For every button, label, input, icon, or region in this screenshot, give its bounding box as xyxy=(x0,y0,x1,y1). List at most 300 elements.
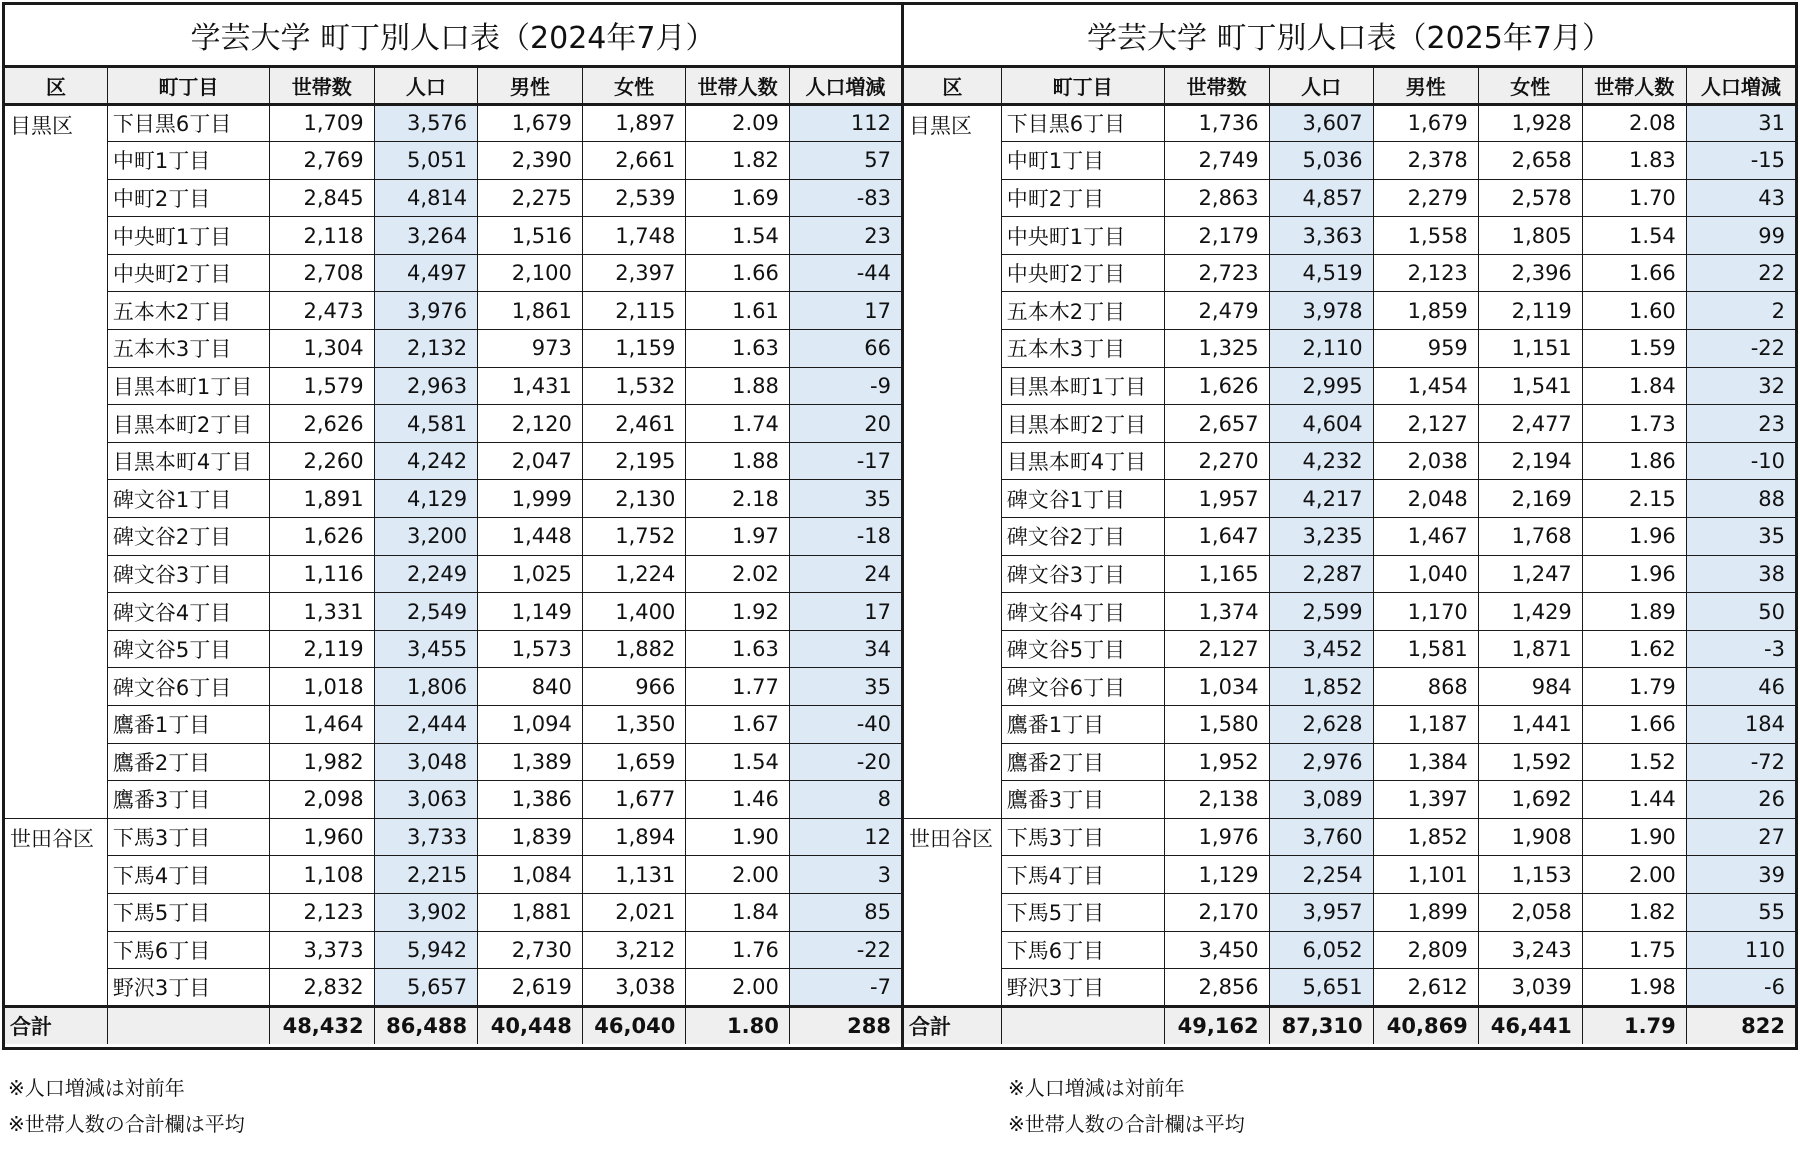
table-row xyxy=(5,931,901,969)
population-cell: 4,497 xyxy=(374,254,478,292)
population-change-cell: 50 xyxy=(1686,593,1795,631)
population-change-cell: 35 xyxy=(789,668,901,706)
female-cell: 1,153 xyxy=(1478,856,1582,894)
total-blank-cell xyxy=(107,1006,269,1044)
population-change-cell: 46 xyxy=(1686,668,1795,706)
population-change-cell: 17 xyxy=(789,593,901,631)
total-blank-cell xyxy=(1001,1006,1164,1044)
female-cell: 2,115 xyxy=(582,292,686,330)
household-size-cell: 1.96 xyxy=(1582,555,1686,593)
household-size-cell: 2.18 xyxy=(686,480,790,518)
households-cell: 1,709 xyxy=(269,104,374,142)
male-cell: 1,881 xyxy=(478,893,583,931)
table-row xyxy=(904,743,1795,781)
town-cell: 目黒本町2丁目 xyxy=(1001,405,1164,443)
total-female-cell: 46,040 xyxy=(582,1006,686,1044)
households-cell: 1,165 xyxy=(1164,555,1269,593)
female-cell: 1,532 xyxy=(582,367,686,405)
table-row xyxy=(5,856,901,894)
male-cell: 2,809 xyxy=(1373,931,1478,969)
population-cell: 3,976 xyxy=(374,292,478,330)
population-change-cell: -6 xyxy=(1686,969,1795,1007)
male-cell: 2,612 xyxy=(1373,969,1478,1007)
household-size-cell: 1.75 xyxy=(1582,931,1686,969)
population-change-cell: 22 xyxy=(1686,254,1795,292)
table-row xyxy=(5,292,901,330)
column-header: 人口増減 xyxy=(789,66,901,104)
town-cell: 鷹番2丁目 xyxy=(107,743,269,781)
town-cell: 中町1丁目 xyxy=(1001,142,1164,180)
female-cell: 2,397 xyxy=(582,254,686,292)
total-population-change-cell: 288 xyxy=(789,1006,901,1044)
household-size-cell: 1.76 xyxy=(686,931,790,969)
households-cell: 2,863 xyxy=(1164,179,1269,217)
column-header: 世帯数 xyxy=(269,66,374,104)
column-header: 町丁目 xyxy=(107,66,269,104)
male-cell: 1,861 xyxy=(478,292,583,330)
male-cell: 868 xyxy=(1373,668,1478,706)
table-row xyxy=(5,706,901,744)
population-change-cell: 26 xyxy=(1686,781,1795,819)
households-cell: 2,657 xyxy=(1164,405,1269,443)
households-cell: 2,118 xyxy=(269,217,374,255)
households-cell: 2,270 xyxy=(1164,442,1269,480)
town-cell: 中央町1丁目 xyxy=(107,217,269,255)
female-cell: 2,461 xyxy=(582,405,686,443)
household-size-cell: 1.92 xyxy=(686,593,790,631)
households-cell: 2,832 xyxy=(269,969,374,1007)
total-label: 合計 xyxy=(904,1006,1001,1044)
male-cell: 959 xyxy=(1373,330,1478,368)
table-row xyxy=(904,593,1795,631)
households-cell: 1,626 xyxy=(1164,367,1269,405)
household-size-cell: 1.79 xyxy=(1582,668,1686,706)
household-size-cell: 1.54 xyxy=(1582,217,1686,255)
female-cell: 1,151 xyxy=(1478,330,1582,368)
population-cell: 2,995 xyxy=(1269,367,1373,405)
household-size-cell: 1.77 xyxy=(686,668,790,706)
population-change-cell: -17 xyxy=(789,442,901,480)
population-cell: 4,217 xyxy=(1269,480,1373,518)
household-size-cell: 2.00 xyxy=(1582,856,1686,894)
town-cell: 下馬5丁目 xyxy=(1001,893,1164,931)
female-cell: 1,871 xyxy=(1478,630,1582,668)
male-cell: 2,048 xyxy=(1373,480,1478,518)
town-cell: 碑文谷4丁目 xyxy=(107,593,269,631)
town-cell: 中町1丁目 xyxy=(107,142,269,180)
population-cell: 3,363 xyxy=(1269,217,1373,255)
population-cell: 3,957 xyxy=(1269,893,1373,931)
population-table-2024-panel xyxy=(2,2,904,1050)
population-change-cell: 23 xyxy=(789,217,901,255)
male-cell: 1,679 xyxy=(478,104,583,142)
household-size-cell: 1.69 xyxy=(686,179,790,217)
female-cell: 1,752 xyxy=(582,518,686,556)
household-size-cell: 1.88 xyxy=(686,442,790,480)
female-cell: 2,058 xyxy=(1478,893,1582,931)
population-cell: 3,235 xyxy=(1269,518,1373,556)
population-change-cell: -44 xyxy=(789,254,901,292)
population-change-cell: -40 xyxy=(789,706,901,744)
male-cell: 2,730 xyxy=(478,931,583,969)
male-cell: 1,467 xyxy=(1373,518,1478,556)
population-change-cell: -22 xyxy=(789,931,901,969)
household-size-cell: 1.54 xyxy=(686,743,790,781)
households-cell: 1,331 xyxy=(269,593,374,631)
population-change-cell: 66 xyxy=(789,330,901,368)
female-cell: 1,400 xyxy=(582,593,686,631)
household-size-cell: 1.97 xyxy=(686,518,790,556)
female-cell: 2,021 xyxy=(582,893,686,931)
male-cell: 2,279 xyxy=(1373,179,1478,217)
female-cell: 1,429 xyxy=(1478,593,1582,631)
households-cell: 1,891 xyxy=(269,480,374,518)
column-header: 男性 xyxy=(1373,66,1478,104)
town-cell: 下馬3丁目 xyxy=(107,818,269,856)
population-cell: 3,089 xyxy=(1269,781,1373,819)
household-size-cell: 2.02 xyxy=(686,555,790,593)
table-row xyxy=(5,330,901,368)
household-size-cell: 1.66 xyxy=(1582,706,1686,744)
population-cell: 2,628 xyxy=(1269,706,1373,744)
column-header: 女性 xyxy=(1478,66,1582,104)
male-cell: 2,047 xyxy=(478,442,583,480)
table-row xyxy=(5,668,901,706)
household-size-cell: 1.83 xyxy=(1582,142,1686,180)
population-change-cell: 8 xyxy=(789,781,901,819)
female-cell: 1,441 xyxy=(1478,706,1582,744)
male-cell: 1,025 xyxy=(478,555,583,593)
table-row xyxy=(904,292,1795,330)
table-row xyxy=(904,818,1795,856)
households-cell: 1,464 xyxy=(269,706,374,744)
households-cell: 2,127 xyxy=(1164,630,1269,668)
column-header: 世帯人数 xyxy=(1582,66,1686,104)
table-row xyxy=(904,217,1795,255)
male-cell: 1,170 xyxy=(1373,593,1478,631)
column-header: 区 xyxy=(904,66,1001,104)
population-cell: 2,249 xyxy=(374,555,478,593)
population-cell: 3,063 xyxy=(374,781,478,819)
population-change-cell: 57 xyxy=(789,142,901,180)
population-cell: 4,232 xyxy=(1269,442,1373,480)
population-cell: 5,651 xyxy=(1269,969,1373,1007)
female-cell: 1,882 xyxy=(582,630,686,668)
female-cell: 2,130 xyxy=(582,480,686,518)
male-cell: 2,100 xyxy=(478,254,583,292)
population-change-cell: -18 xyxy=(789,518,901,556)
town-cell: 碑文谷2丁目 xyxy=(1001,518,1164,556)
table-row xyxy=(904,254,1795,292)
population-change-cell: 35 xyxy=(789,480,901,518)
male-cell: 1,852 xyxy=(1373,818,1478,856)
town-cell: 碑文谷5丁目 xyxy=(107,630,269,668)
tables-wrapper xyxy=(2,2,1798,1050)
ward-cell: 世田谷区 xyxy=(904,818,1001,1006)
table-row xyxy=(5,781,901,819)
male-cell: 1,431 xyxy=(478,367,583,405)
column-header: 世帯人数 xyxy=(686,66,790,104)
total-row xyxy=(904,1006,1795,1044)
table-row xyxy=(5,217,901,255)
table-row xyxy=(904,856,1795,894)
table-row xyxy=(5,142,901,180)
households-cell: 3,373 xyxy=(269,931,374,969)
male-cell: 2,120 xyxy=(478,405,583,443)
town-cell: 碑文谷6丁目 xyxy=(1001,668,1164,706)
household-size-cell: 1.86 xyxy=(1582,442,1686,480)
population-change-cell: 2 xyxy=(1686,292,1795,330)
town-cell: 五本木2丁目 xyxy=(107,292,269,330)
town-cell: 碑文谷3丁目 xyxy=(1001,555,1164,593)
town-cell: 下目黒6丁目 xyxy=(107,104,269,142)
population-change-cell: -9 xyxy=(789,367,901,405)
town-cell: 碑文谷1丁目 xyxy=(107,480,269,518)
population-cell: 3,200 xyxy=(374,518,478,556)
column-header: 町丁目 xyxy=(1001,66,1164,104)
household-size-cell: 1.70 xyxy=(1582,179,1686,217)
town-cell: 鷹番2丁目 xyxy=(1001,743,1164,781)
female-cell: 1,897 xyxy=(582,104,686,142)
note-change-basis: ※人口増減は対前年 xyxy=(1008,1076,1185,1100)
total-female-cell: 46,441 xyxy=(1478,1006,1582,1044)
town-cell: 碑文谷6丁目 xyxy=(107,668,269,706)
households-cell: 1,108 xyxy=(269,856,374,894)
female-cell: 1,131 xyxy=(582,856,686,894)
town-cell: 下馬6丁目 xyxy=(107,931,269,969)
households-cell: 1,579 xyxy=(269,367,374,405)
table-row xyxy=(904,405,1795,443)
table-row xyxy=(904,706,1795,744)
households-cell: 2,119 xyxy=(269,630,374,668)
population-change-cell: 38 xyxy=(1686,555,1795,593)
population-cell: 4,242 xyxy=(374,442,478,480)
male-cell: 1,859 xyxy=(1373,292,1478,330)
male-cell: 1,839 xyxy=(478,818,583,856)
population-cell: 1,806 xyxy=(374,668,478,706)
household-size-cell: 2.09 xyxy=(686,104,790,142)
town-cell: 碑文谷4丁目 xyxy=(1001,593,1164,631)
table-row xyxy=(904,781,1795,819)
population-change-cell: 112 xyxy=(789,104,901,142)
household-size-cell: 2.00 xyxy=(686,856,790,894)
households-cell: 1,976 xyxy=(1164,818,1269,856)
female-cell: 2,195 xyxy=(582,442,686,480)
table-row xyxy=(904,518,1795,556)
population-change-cell: 55 xyxy=(1686,893,1795,931)
table-row xyxy=(5,593,901,631)
male-cell: 1,397 xyxy=(1373,781,1478,819)
population-change-cell: 17 xyxy=(789,292,901,330)
column-header: 世帯数 xyxy=(1164,66,1269,104)
population-cell: 2,599 xyxy=(1269,593,1373,631)
table-row xyxy=(5,518,901,556)
households-cell: 2,179 xyxy=(1164,217,1269,255)
households-cell: 2,845 xyxy=(269,179,374,217)
households-cell: 1,580 xyxy=(1164,706,1269,744)
households-cell: 1,034 xyxy=(1164,668,1269,706)
table-title-row xyxy=(904,5,1795,66)
households-cell: 1,960 xyxy=(269,818,374,856)
town-cell: 中央町2丁目 xyxy=(107,254,269,292)
household-size-cell: 1.46 xyxy=(686,781,790,819)
households-cell: 2,123 xyxy=(269,893,374,931)
population-cell: 2,549 xyxy=(374,593,478,631)
households-cell: 1,736 xyxy=(1164,104,1269,142)
population-change-cell: 184 xyxy=(1686,706,1795,744)
population-cell: 4,857 xyxy=(1269,179,1373,217)
table-row xyxy=(904,969,1795,1007)
population-change-cell: 31 xyxy=(1686,104,1795,142)
male-cell: 1,516 xyxy=(478,217,583,255)
male-cell: 1,040 xyxy=(1373,555,1478,593)
female-cell: 2,477 xyxy=(1478,405,1582,443)
population-change-cell: 27 xyxy=(1686,818,1795,856)
female-cell: 1,805 xyxy=(1478,217,1582,255)
household-size-cell: 1.88 xyxy=(686,367,790,405)
table-row xyxy=(5,254,901,292)
population-change-cell: 110 xyxy=(1686,931,1795,969)
male-cell: 2,378 xyxy=(1373,142,1478,180)
population-change-cell: -20 xyxy=(789,743,901,781)
town-cell: 下馬6丁目 xyxy=(1001,931,1164,969)
households-cell: 1,647 xyxy=(1164,518,1269,556)
male-cell: 1,899 xyxy=(1373,893,1478,931)
population-cell: 2,254 xyxy=(1269,856,1373,894)
table-row xyxy=(5,630,901,668)
male-cell: 2,619 xyxy=(478,969,583,1007)
table-title: 学芸大学 町丁別人口表（2025年7月） xyxy=(904,5,1795,66)
town-cell: 目黒本町4丁目 xyxy=(107,442,269,480)
population-table-2025 xyxy=(904,5,1795,1044)
population-cell: 2,287 xyxy=(1269,555,1373,593)
table-row xyxy=(5,480,901,518)
table-row xyxy=(904,555,1795,593)
households-cell: 1,325 xyxy=(1164,330,1269,368)
total-male-cell: 40,448 xyxy=(478,1006,583,1044)
town-cell: 五本木3丁目 xyxy=(1001,330,1164,368)
table-row xyxy=(5,179,901,217)
male-cell: 1,679 xyxy=(1373,104,1478,142)
male-cell: 1,384 xyxy=(1373,743,1478,781)
female-cell: 3,038 xyxy=(582,969,686,1007)
male-cell: 2,123 xyxy=(1373,254,1478,292)
table-row xyxy=(5,893,901,931)
male-cell: 2,390 xyxy=(478,142,583,180)
male-cell: 2,127 xyxy=(1373,405,1478,443)
table-title: 学芸大学 町丁別人口表（2024年7月） xyxy=(5,5,901,66)
population-change-cell: 99 xyxy=(1686,217,1795,255)
population-cell: 4,814 xyxy=(374,179,478,217)
total-label: 合計 xyxy=(5,1006,107,1044)
male-cell: 1,581 xyxy=(1373,630,1478,668)
population-change-cell: 32 xyxy=(1686,367,1795,405)
households-cell: 2,473 xyxy=(269,292,374,330)
population-cell: 2,444 xyxy=(374,706,478,744)
population-change-cell: 23 xyxy=(1686,405,1795,443)
households-cell: 1,304 xyxy=(269,330,374,368)
town-cell: 鷹番3丁目 xyxy=(107,781,269,819)
household-size-cell: 1.96 xyxy=(1582,518,1686,556)
household-size-cell: 2.08 xyxy=(1582,104,1686,142)
table-row xyxy=(904,330,1795,368)
population-change-cell: 35 xyxy=(1686,518,1795,556)
households-cell: 1,957 xyxy=(1164,480,1269,518)
household-size-cell: 1.98 xyxy=(1582,969,1686,1007)
population-cell: 1,852 xyxy=(1269,668,1373,706)
table-row xyxy=(5,969,901,1007)
table-row xyxy=(904,104,1795,142)
female-cell: 984 xyxy=(1478,668,1582,706)
town-cell: 下馬5丁目 xyxy=(107,893,269,931)
table-row xyxy=(5,104,901,142)
household-size-cell: 1.52 xyxy=(1582,743,1686,781)
female-cell: 1,541 xyxy=(1478,367,1582,405)
population-cell: 2,963 xyxy=(374,367,478,405)
population-change-cell: 39 xyxy=(1686,856,1795,894)
household-size-cell: 1.63 xyxy=(686,630,790,668)
household-size-cell: 1.73 xyxy=(1582,405,1686,443)
town-cell: 目黒本町4丁目 xyxy=(1001,442,1164,480)
household-size-cell: 1.54 xyxy=(686,217,790,255)
households-cell: 2,723 xyxy=(1164,254,1269,292)
notes-right xyxy=(1008,1070,1245,1142)
population-cell: 5,036 xyxy=(1269,142,1373,180)
column-header: 人口 xyxy=(374,66,478,104)
town-cell: 中央町1丁目 xyxy=(1001,217,1164,255)
ward-cell: 目黒区 xyxy=(904,104,1001,818)
female-cell: 1,247 xyxy=(1478,555,1582,593)
households-cell: 1,018 xyxy=(269,668,374,706)
female-cell: 2,119 xyxy=(1478,292,1582,330)
households-cell: 1,129 xyxy=(1164,856,1269,894)
town-cell: 下馬3丁目 xyxy=(1001,818,1164,856)
households-cell: 3,450 xyxy=(1164,931,1269,969)
population-cell: 2,132 xyxy=(374,330,478,368)
table-row xyxy=(904,630,1795,668)
table-title-row xyxy=(5,5,901,66)
population-cell: 3,576 xyxy=(374,104,478,142)
town-cell: 碑文谷3丁目 xyxy=(107,555,269,593)
male-cell: 1,454 xyxy=(1373,367,1478,405)
population-cell: 6,052 xyxy=(1269,931,1373,969)
households-cell: 2,098 xyxy=(269,781,374,819)
town-cell: 目黒本町1丁目 xyxy=(107,367,269,405)
household-size-cell: 1.82 xyxy=(686,142,790,180)
town-cell: 鷹番1丁目 xyxy=(107,706,269,744)
male-cell: 1,573 xyxy=(478,630,583,668)
female-cell: 1,659 xyxy=(582,743,686,781)
households-cell: 1,952 xyxy=(1164,743,1269,781)
male-cell: 1,389 xyxy=(478,743,583,781)
female-cell: 1,768 xyxy=(1478,518,1582,556)
households-cell: 2,769 xyxy=(269,142,374,180)
table-row xyxy=(5,818,901,856)
male-cell: 1,101 xyxy=(1373,856,1478,894)
table-row xyxy=(904,893,1795,931)
column-header: 人口 xyxy=(1269,66,1373,104)
male-cell: 2,038 xyxy=(1373,442,1478,480)
population-cell: 4,519 xyxy=(1269,254,1373,292)
male-cell: 1,386 xyxy=(478,781,583,819)
household-size-cell: 1.61 xyxy=(686,292,790,330)
town-cell: 下目黒6丁目 xyxy=(1001,104,1164,142)
households-cell: 2,708 xyxy=(269,254,374,292)
population-table-2025-panel xyxy=(904,2,1798,1050)
population-change-cell: 24 xyxy=(789,555,901,593)
female-cell: 3,039 xyxy=(1478,969,1582,1007)
household-size-cell: 1.62 xyxy=(1582,630,1686,668)
